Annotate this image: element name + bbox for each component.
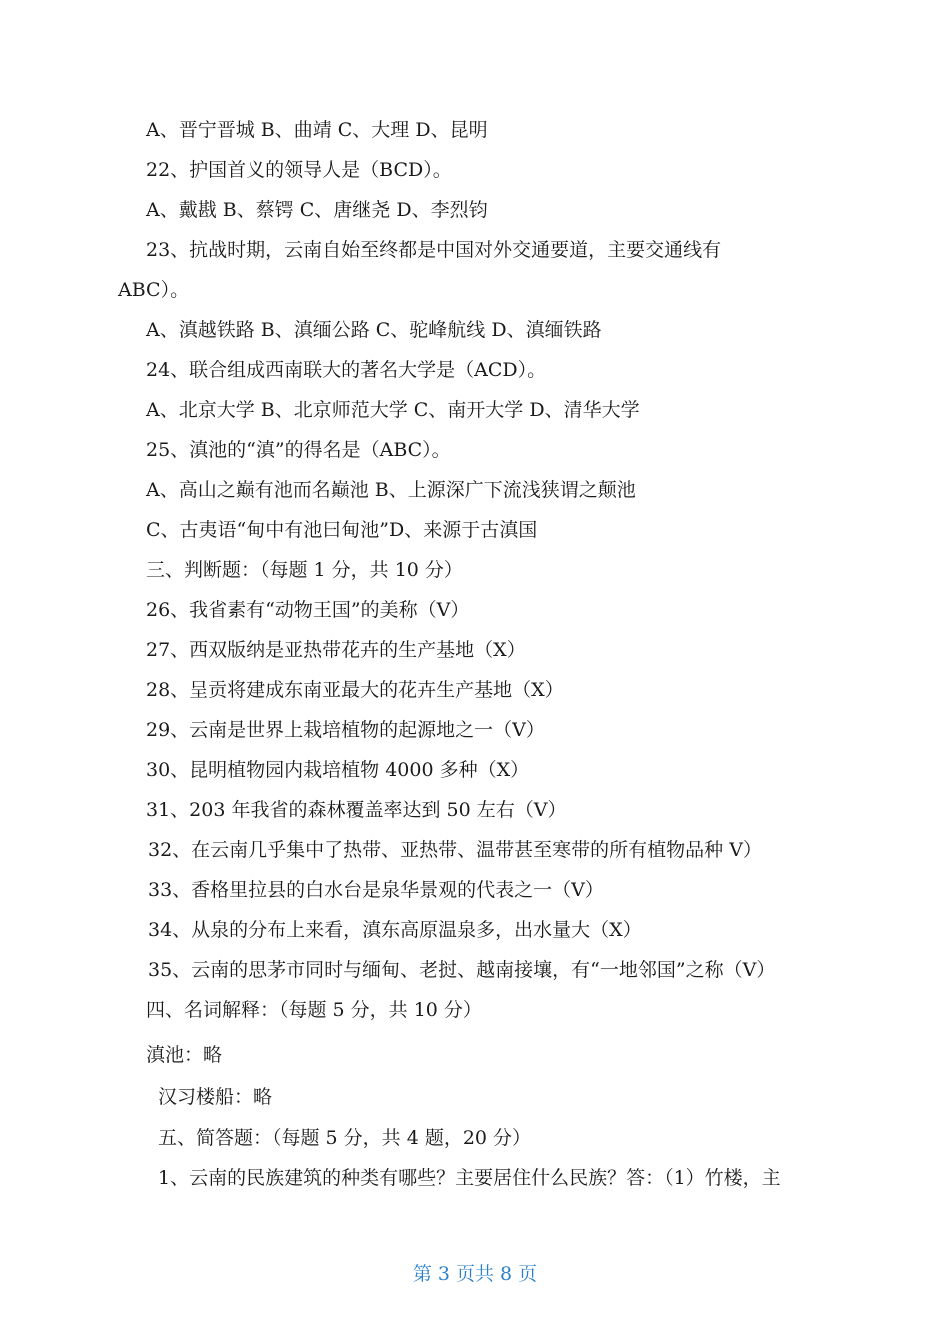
section-heading-judgement: 三、判断题：（每题 1 分，共 10 分）: [146, 559, 463, 581]
question-25: 25、滇池的“滇”的得名是（ABC）。: [146, 439, 451, 461]
option-line-q23: A、滇越铁路 B、滇缅公路 C、驼峰航线 D、滇缅铁路: [146, 319, 602, 341]
page-number-footer: 第 3 页共 8 页: [412, 1263, 538, 1285]
question-26: 26、我省素有“动物王国”的美称（V）: [146, 599, 470, 621]
question-23: 23、抗战时期，云南自始至终都是中国对外交通要道，主要交通线有: [146, 239, 722, 261]
term-hanxi-louchuan: 汉习楼船：略: [158, 1086, 273, 1108]
option-line-q25-a: A、高山之巅有池而名巅池 B、上源深广下流浅狭谓之颠池: [146, 479, 636, 501]
section-heading-terms: 四、名词解释：（每题 5 分，共 10 分）: [146, 999, 482, 1021]
option-line-q21: A、晋宁晋城 B、曲靖 C、大理 D、昆明: [146, 119, 488, 141]
question-28: 28、呈贡将建成东南亚最大的花卉生产基地（X）: [146, 679, 564, 701]
question-33: 33、香格里拉县的白水台是泉华景观的代表之一（V）: [148, 879, 604, 901]
question-27: 27、西双版纳是亚热带花卉的生产基地（X）: [146, 639, 526, 661]
question-29: 29、云南是世界上栽培植物的起源地之一（V）: [146, 719, 545, 741]
option-line-q22: A、戴戡 B、蔡锷 C、唐继尧 D、李烈钧: [146, 199, 488, 221]
question-24: 24、联合组成西南联大的著名大学是（ACD）。: [146, 359, 547, 381]
term-dianchi: 滇池：略: [146, 1044, 223, 1066]
question-31: 31、203 年我省的森林覆盖率达到 50 左右（V）: [146, 799, 567, 821]
option-line-q24: A、北京大学 B、北京师范大学 C、南开大学 D、清华大学: [146, 399, 640, 421]
option-line-q25-c: C、古夷语“甸中有池曰甸池”D、来源于古滇国: [146, 519, 538, 541]
question-30: 30、昆明植物园内栽培植物 4000 多种（X）: [146, 759, 530, 781]
section-heading-short-answer: 五、简答题：（每题 5 分，共 4 题，20 分）: [158, 1127, 532, 1149]
question-short-1: 1、云南的民族建筑的种类有哪些？主要居住什么民族？答：（1）竹楼，主: [158, 1167, 781, 1189]
question-23-continuation: ABC）。: [118, 279, 190, 301]
question-35: 35、云南的思茅市同时与缅甸、老挝、越南接壤，有“一地邻国”之称（V）: [148, 959, 776, 981]
question-22: 22、护国首义的领导人是（BCD）。: [146, 159, 452, 181]
question-34: 34、从泉的分布上来看，滇东高原温泉多，出水量大（X）: [148, 919, 642, 941]
question-32: 32、在云南几乎集中了热带、亚热带、温带甚至寒带的所有植物品种 V）: [148, 839, 762, 861]
